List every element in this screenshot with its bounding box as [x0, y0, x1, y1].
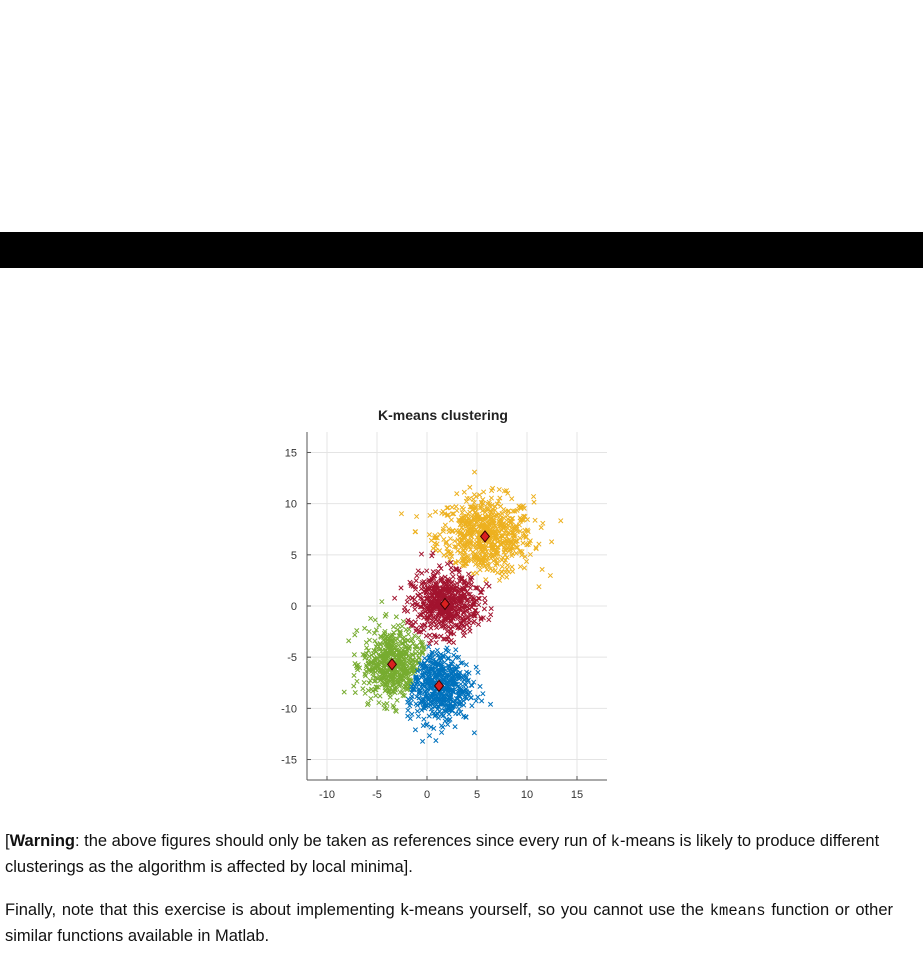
data-point — [482, 596, 486, 600]
final-paragraph — [5, 898, 893, 949]
data-point — [399, 512, 403, 516]
data-point — [443, 523, 447, 527]
data-point — [471, 497, 475, 501]
data-point — [378, 694, 382, 698]
data-point — [464, 662, 468, 666]
data-point — [470, 704, 474, 708]
data-point — [433, 510, 437, 514]
data-point — [448, 536, 452, 540]
data-point — [466, 572, 470, 576]
data-point — [472, 731, 476, 735]
data-point — [427, 532, 431, 536]
cluster-blue — [405, 645, 492, 744]
kmeans-scatter-plot — [270, 400, 620, 810]
data-point — [531, 494, 535, 498]
data-point — [405, 600, 409, 604]
data-point — [449, 566, 453, 570]
x-tick-label: -10 — [319, 789, 335, 801]
data-point — [518, 564, 522, 568]
final-text-end: function or other similar functions available in Matlab. — [5, 901, 893, 945]
data-point — [467, 626, 471, 630]
data-point — [434, 640, 438, 644]
data-point — [369, 696, 373, 700]
data-point — [539, 525, 543, 529]
data-point — [362, 680, 366, 684]
data-point — [391, 625, 395, 629]
data-point — [497, 578, 501, 582]
data-point — [451, 575, 455, 579]
data-point — [500, 564, 504, 568]
data-point — [501, 507, 505, 511]
data-point — [395, 698, 399, 702]
data-point — [437, 549, 441, 553]
data-point — [478, 684, 482, 688]
data-point — [468, 690, 472, 694]
data-point — [377, 623, 381, 627]
data-point — [489, 606, 493, 610]
data-point — [419, 552, 423, 556]
data-point — [342, 690, 346, 694]
data-point — [406, 632, 410, 636]
data-point — [404, 627, 408, 631]
warning-text-rest: -means is likely to produce different clusterings as the algorithm is affected by local minima]. — [5, 832, 880, 876]
warning-bracket: [ — [5, 832, 10, 850]
y-tick-label: 10 — [284, 498, 297, 511]
data-point — [472, 493, 476, 497]
data-point — [505, 563, 509, 567]
data-point — [402, 609, 406, 613]
y-tick-label: 5 — [290, 549, 297, 562]
warning-label: Warning — [9, 832, 75, 850]
data-point — [481, 490, 485, 494]
data-point — [482, 607, 486, 611]
data-point — [427, 714, 431, 718]
kmeans-code: kmeans — [709, 902, 766, 920]
data-point — [416, 714, 420, 718]
warning-paragraph — [5, 829, 893, 880]
x-tick-label: 10 — [520, 789, 534, 801]
data-point — [431, 569, 435, 573]
data-point — [450, 570, 454, 574]
data-point — [399, 586, 403, 590]
data-point — [428, 513, 432, 517]
y-tick-label: -5 — [287, 652, 297, 665]
data-point — [462, 490, 466, 494]
data-point — [455, 491, 459, 495]
data-point — [471, 571, 475, 575]
data-point — [429, 626, 433, 630]
data-point — [541, 521, 545, 525]
chart-title: K-means clustering — [378, 407, 508, 423]
data-point — [415, 709, 419, 713]
data-point — [457, 570, 461, 574]
data-point — [468, 586, 472, 590]
data-point — [488, 612, 492, 616]
data-point — [410, 712, 414, 716]
data-point — [487, 618, 491, 622]
data-point — [363, 691, 367, 695]
data-point — [439, 730, 443, 734]
data-point — [522, 566, 526, 570]
data-point — [533, 518, 537, 522]
data-point — [537, 542, 541, 546]
data-point — [435, 652, 439, 656]
x-tick-label: 15 — [570, 789, 584, 801]
y-tick-label: -15 — [281, 754, 297, 767]
data-point — [454, 648, 458, 652]
data-point — [427, 733, 431, 737]
warning-text: : the above figures should only be taken as references since every run of — [74, 832, 611, 850]
data-point — [422, 717, 426, 721]
data-point — [453, 725, 457, 729]
data-point — [489, 496, 493, 500]
data-point — [401, 619, 405, 623]
data-point — [510, 569, 514, 573]
data-point — [394, 615, 398, 619]
data-point — [382, 702, 386, 706]
data-point — [410, 596, 414, 600]
data-point — [468, 485, 472, 489]
data-point — [540, 567, 544, 571]
data-point — [497, 487, 501, 491]
data-point — [478, 568, 482, 572]
data-points — [342, 470, 563, 744]
data-point — [474, 665, 478, 669]
data-point — [472, 470, 476, 474]
data-point — [481, 691, 485, 695]
data-point — [504, 575, 508, 579]
x-tick-label: 5 — [473, 789, 481, 801]
black-redaction-bar — [0, 232, 923, 268]
data-point — [460, 505, 464, 509]
data-point — [447, 527, 451, 531]
data-point — [392, 596, 396, 600]
data-point — [450, 505, 454, 509]
data-point — [353, 633, 357, 637]
data-point — [549, 540, 553, 544]
data-point — [352, 673, 356, 677]
data-point — [424, 634, 428, 638]
data-point — [368, 616, 372, 620]
data-point — [510, 497, 514, 501]
data-point — [355, 628, 359, 632]
data-point — [361, 686, 365, 690]
data-point — [413, 607, 417, 611]
data-point — [548, 573, 552, 577]
x-tick-label: 0 — [423, 789, 431, 801]
data-point — [484, 578, 488, 582]
data-point — [472, 619, 476, 623]
data-point — [476, 670, 480, 674]
data-point — [353, 690, 357, 694]
data-point — [464, 499, 468, 503]
data-point — [380, 599, 384, 603]
y-tick-label: 15 — [284, 447, 297, 460]
y-tick-label: -10 — [281, 703, 297, 716]
data-point — [414, 514, 418, 518]
data-point — [420, 739, 424, 743]
y-tick-label: 0 — [290, 601, 297, 613]
data-point — [439, 724, 443, 728]
data-point — [487, 584, 491, 588]
data-point — [388, 695, 392, 699]
data-point — [462, 633, 466, 637]
data-point — [355, 679, 359, 683]
x-tick-label: -5 — [372, 789, 382, 801]
data-point — [413, 620, 417, 624]
data-point — [510, 565, 514, 569]
data-point — [483, 600, 487, 604]
data-point — [449, 518, 453, 522]
data-point — [352, 684, 356, 688]
data-point — [493, 568, 497, 572]
data-point — [431, 546, 435, 550]
data-point — [416, 635, 420, 639]
data-point — [432, 620, 436, 624]
data-point — [346, 639, 350, 643]
data-point — [537, 585, 541, 589]
data-point — [414, 578, 418, 582]
data-point — [479, 699, 483, 703]
final-text: Finally, note that this exercise is about implementing k-means yourself, so you cannot use the — [5, 901, 710, 919]
data-point — [367, 638, 371, 642]
data-point — [559, 519, 563, 523]
data-point — [454, 504, 458, 508]
data-point — [413, 530, 417, 534]
data-point — [488, 702, 492, 706]
warning-code: k — [610, 833, 620, 851]
data-point — [434, 738, 438, 742]
data-point — [396, 623, 400, 627]
data-point — [405, 714, 409, 718]
data-point — [413, 728, 417, 732]
data-point — [415, 573, 419, 577]
data-point — [352, 652, 356, 656]
data-point — [445, 722, 449, 726]
data-point — [367, 629, 371, 633]
data-point — [362, 626, 366, 630]
